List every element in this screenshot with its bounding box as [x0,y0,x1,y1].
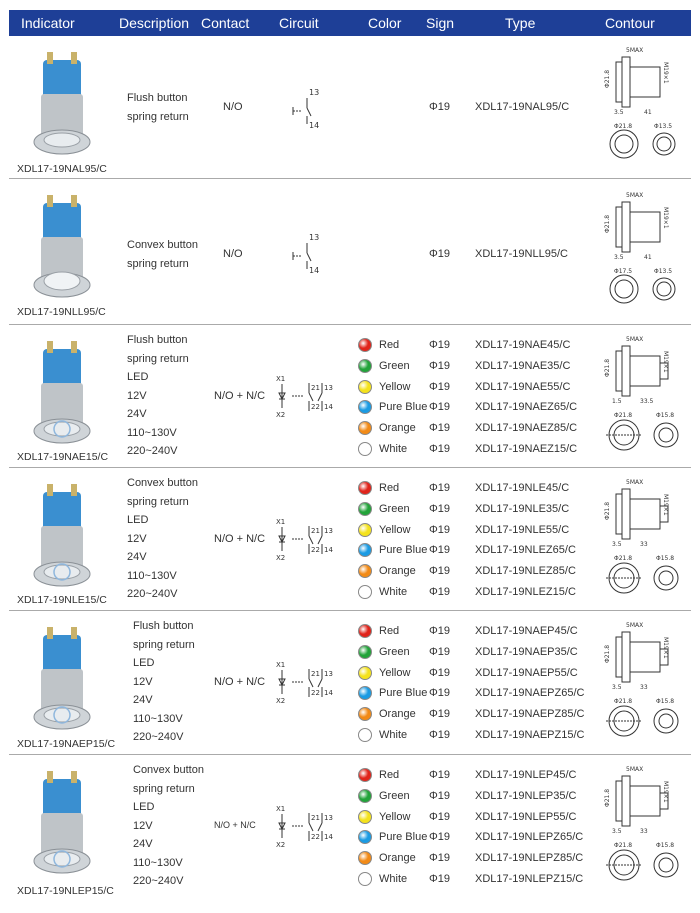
description-line: 24V [127,551,147,563]
dim-label: 5MAX [626,479,644,486]
type-value: XDL17-19NLEP35/C [475,789,577,802]
color-label: Green [379,645,410,658]
color-list [354,335,427,460]
color-label: Orange [379,708,416,721]
sign-value: Φ19 [429,625,451,637]
type-value: XDL17-19NLE35/C [475,502,570,515]
sign-value: Φ19 [429,248,451,260]
terminal-label: 14 [324,833,333,841]
sign-value: Φ19 [429,789,451,802]
dim-label: Φ21.8 [604,214,611,233]
description-line: Flush button [133,620,194,632]
description-line: spring return [127,257,189,270]
terminal-label: X1 [276,805,286,813]
led-color-dot-icon [358,830,372,844]
sign-value: Φ19 [429,645,451,658]
description-line: 24V [133,694,153,706]
color-label: White [379,442,408,455]
type-list [475,335,577,460]
terminal-label: 22 [311,833,320,841]
sign-value: Φ19 [429,831,451,844]
terminal-label: X1 [276,518,286,526]
description-line: spring return [133,638,195,651]
contour-drawing [594,617,689,747]
type-list [475,478,576,603]
color-label: Orange [379,852,416,865]
dim-label: 5MAX [626,336,644,343]
description-line: Convex button [133,764,204,776]
color-item [354,540,427,561]
terminal-label: 14 [309,121,320,130]
type-value: XDL17-19NLEP55/C [475,810,577,823]
dim-label: Φ21.8 [614,123,633,130]
led-color-dot-icon [358,872,372,886]
sign-value: Φ19 [429,687,451,700]
color-label: Red [379,625,400,637]
dim-label: Φ21.8 [604,788,611,807]
dim-label: Φ15.8 [656,412,675,419]
description-line: 12V [133,675,153,688]
description-line: 12V [127,532,147,545]
terminal-label: 21 [311,670,320,678]
header-indicator: Indicator [21,15,75,31]
model-caption: XDL17-19NAE15/C [17,451,109,463]
color-item [354,418,427,439]
color-item [354,478,427,499]
description-line: 220~240V [133,875,184,887]
terminal-label: 14 [309,266,320,275]
sign-value: Φ19 [429,359,451,372]
product-row [9,179,691,325]
description [127,89,189,126]
sign-value: Φ19 [429,101,451,113]
dim-label: Φ15.8 [656,555,675,562]
type-value: XDL17-19NAEPZ65/C [475,687,585,700]
led-color-dot-icon [358,810,372,824]
color-item [354,397,427,418]
terminal-label: 22 [311,546,320,554]
sign-list [429,478,450,603]
color-item [354,869,427,890]
color-list [354,765,427,890]
dim-label: Φ21.8 [604,358,611,377]
type-value: XDL17-19NAEP55/C [475,666,578,679]
description-line: 220~240V [127,445,178,457]
terminal-label: 21 [311,814,320,822]
led-color-dot-icon [358,481,372,495]
circuit-no-diagram [289,86,339,146]
product-row [9,611,691,755]
sign-value: Φ19 [429,852,451,865]
contact-type: N/O [223,101,243,113]
led-color-dot-icon [358,768,372,782]
led-color-dot-icon [358,564,372,578]
color-label: White [379,585,408,598]
dim-label: M19×1 [662,62,669,84]
description-line: LED [133,801,155,813]
dim-label: Φ21.8 [614,412,633,419]
dim-label: 41 [644,109,652,116]
dim-label: 3.5 [614,109,624,116]
dim-label: Φ21.8 [604,501,611,520]
dim-label: Φ15.8 [656,698,675,705]
dim-label: Φ21.8 [614,698,633,705]
sign-value: Φ19 [429,565,451,578]
description-line: LED [133,657,155,669]
color-label: Green [379,502,410,515]
led-color-dot-icon [358,400,372,414]
description-line: 24V [127,408,147,420]
model-caption: XDL17-19NLEP15/C [17,885,114,897]
contour-drawing [594,42,689,172]
color-label: Orange [379,422,416,435]
type-value: XDL17-19NLL95/C [475,248,568,260]
sign-value: Φ19 [429,422,451,435]
contact-type: N/O + N/C [214,533,266,545]
description-line: Convex button [127,239,198,251]
terminal-label: 14 [324,689,333,697]
header-contour: Contour [605,15,655,31]
led-color-dot-icon [358,359,372,373]
dim-label: Φ15.8 [656,842,675,849]
color-label: White [379,728,408,741]
led-color-dot-icon [358,789,372,803]
type-value: XDL17-19NAE45/C [475,339,571,351]
led-color-dot-icon [358,502,372,516]
dim-label: Φ21.8 [604,69,611,88]
led-color-dot-icon [358,686,372,700]
color-label: Yellow [379,523,411,536]
color-item [354,582,427,603]
header-description: Description [119,15,190,31]
dim-label: 41 [644,254,652,261]
dim-label: M19×1 [662,351,669,373]
description-line: spring return [127,110,189,123]
color-item [354,642,427,663]
dim-label: 5MAX [626,47,644,54]
dim-label: Φ21.8 [614,842,633,849]
header-type: Type [505,15,536,31]
terminal-label: X2 [276,841,286,849]
color-item [354,356,427,377]
push-button-photo [27,769,97,879]
push-button-photo [27,50,97,160]
terminal-label: X2 [276,554,286,562]
color-label: Red [379,769,400,781]
description-line: spring return [133,782,195,795]
color-item [354,807,427,828]
color-label: Yellow [379,810,411,823]
type-value: XDL17-19NAE35/C [475,359,571,372]
sign-value: Φ19 [429,872,451,885]
circuit-no-nc-diagram [274,659,359,719]
dim-label: Φ17.5 [614,268,633,275]
type-value: XDL17-19NLEPZ65/C [475,831,584,844]
terminal-label: 13 [324,814,333,822]
sign-value: Φ19 [429,585,451,598]
type-value: XDL17-19NAEPZ85/C [475,708,585,721]
type-value: XDL17-19NLE55/C [475,523,570,536]
contact-type: N/O + N/C [214,676,266,688]
type-value: XDL17-19NAE55/C [475,380,571,393]
description-line: Convex button [127,477,198,489]
sign-value: Φ19 [429,810,451,823]
description-line: 110~130V [133,712,183,725]
dim-label: Φ21.8 [614,555,633,562]
description [127,474,198,604]
description-line: LED [127,371,149,383]
type-value: XDL17-19NLEPZ85/C [475,852,584,865]
led-color-dot-icon [358,421,372,435]
table-header [9,10,691,36]
dim-label: M19×1 [662,781,669,803]
led-color-dot-icon [358,442,372,456]
push-button-photo [27,625,97,735]
color-item [354,377,427,398]
type-value: XDL17-19NLEP45/C [475,769,577,781]
terminal-label: 14 [324,403,333,411]
contour-drawing [594,187,689,317]
color-label: Orange [379,565,416,578]
product-row [9,755,691,902]
led-color-dot-icon [358,851,372,865]
description-line: spring return [127,352,189,365]
header-sign: Sign [426,15,455,31]
color-item [354,335,427,356]
description-line: 110~130V [127,569,177,582]
dim-label: 33 [640,684,648,691]
terminal-label: 22 [311,403,320,411]
circuit-no-nc-diagram [274,516,359,576]
description-line: 12V [127,389,147,402]
dim-label: 3.5 [614,254,624,261]
contour-drawing [594,331,689,461]
color-item [354,827,427,848]
color-item [354,725,427,746]
circuit-no-diagram [289,231,339,291]
terminal-label: X1 [276,375,286,383]
description-line: 220~240V [127,588,178,600]
type-list [475,765,583,890]
push-button-photo [27,193,97,303]
terminal-label: 22 [311,689,320,697]
color-label: Red [379,339,400,351]
product-row [9,325,691,468]
color-item [354,765,427,786]
sign-value: Φ19 [429,769,451,781]
sign-value: Φ19 [429,666,451,679]
terminal-label: 13 [309,88,320,97]
dim-label: Φ13.5 [654,123,673,130]
push-button-photo [27,339,97,449]
type-value: XDL17-19NLEZ65/C [475,544,576,557]
terminal-label: 14 [324,546,333,554]
push-button-photo [27,482,97,592]
sign-value: Φ19 [429,401,451,414]
color-item [354,499,427,520]
led-color-dot-icon [358,728,372,742]
description-line: 12V [133,819,153,832]
led-color-dot-icon [358,523,372,537]
description [127,236,198,273]
color-label: Yellow [379,380,411,393]
description-line: spring return [127,495,189,508]
sign-list [429,335,450,460]
model-caption: XDL17-19NLL95/C [17,306,106,318]
color-item [354,786,427,807]
dim-label: 5MAX [626,766,644,773]
terminal-label: 13 [324,384,333,392]
color-item [354,439,427,460]
model-caption: XDL17-19NAEP15/C [17,738,116,750]
terminal-label: X2 [276,411,286,419]
led-color-dot-icon [358,585,372,599]
sign-value: Φ19 [429,523,451,536]
color-item [354,520,427,541]
description-line: Flush button [127,92,188,104]
color-label: Green [379,789,410,802]
color-label: White [379,872,408,885]
description-line: 220~240V [133,731,184,743]
model-caption: XDL17-19NAL95/C [17,163,107,175]
product-row [9,468,691,611]
dim-label: 3.5 [612,684,622,691]
sign-value: Φ19 [429,482,451,494]
type-value: XDL17-19NAEZ85/C [475,422,578,435]
color-label: Pure Blue [379,687,428,700]
dim-label: M19×1 [662,637,669,659]
contact-type: N/O [223,248,243,260]
sign-value: Φ19 [429,380,451,393]
type-list [475,621,584,746]
type-value: XDL17-19NLEZ85/C [475,565,576,578]
terminal-label: X2 [276,697,286,705]
contact-type: N/O + N/C [214,820,256,830]
type-value: XDL17-19NAEZ15/C [475,442,578,455]
led-color-dot-icon [358,380,372,394]
dim-label: M19×1 [662,494,669,516]
contour-drawing [594,761,689,891]
type-value: XDL17-19NAEP45/C [475,625,578,637]
model-caption: XDL17-19NLE15/C [17,594,107,606]
type-value: XDL17-19NAL95/C [475,101,570,113]
contact-type: N/O + N/C [214,390,266,402]
sign-value: Φ19 [429,502,451,515]
description [133,617,195,747]
color-label: Green [379,359,410,372]
dim-label: 33.5 [640,398,654,405]
sign-value: Φ19 [429,708,451,721]
type-value: XDL17-19NLE45/C [475,482,570,494]
type-value: XDL17-19NAEZ65/C [475,401,578,414]
color-list [354,478,427,603]
product-row [9,36,691,179]
led-color-dot-icon [358,624,372,638]
color-item [354,663,427,684]
terminal-label: X1 [276,661,286,669]
dim-label: Φ21.8 [604,644,611,663]
led-color-dot-icon [358,543,372,557]
header-contact: Contact [201,15,250,31]
terminal-label: 21 [311,384,320,392]
terminal-label: 13 [324,670,333,678]
dim-label: 5MAX [626,192,644,199]
description-line: 24V [133,838,153,850]
sign-value: Φ19 [429,728,451,741]
sign-list [429,621,450,746]
color-item [354,848,427,869]
color-item [354,561,427,582]
color-item [354,683,427,704]
terminal-label: 21 [311,527,320,535]
color-item [354,704,427,725]
sign-value: Φ19 [429,339,451,351]
color-list [354,621,427,746]
dim-label: 3.5 [612,541,622,548]
description [133,761,204,891]
description-line: 110~130V [127,426,177,439]
description-line: 110~130V [133,856,183,869]
terminal-label: 13 [309,233,320,242]
circuit-no-nc-diagram [274,803,359,863]
description-line: Flush button [127,334,188,346]
color-label: Pure Blue [379,401,428,414]
sign-value: Φ19 [429,544,451,557]
dim-label: 33 [640,541,648,548]
dim-label: 33 [640,828,648,835]
dim-label: 1.5 [612,398,622,405]
circuit-no-nc-diagram [274,373,359,433]
header-circuit: Circuit [279,15,319,31]
description-line: LED [127,514,149,526]
color-item [354,621,427,642]
description [127,331,189,461]
dim-label: 5MAX [626,622,644,629]
led-color-dot-icon [358,645,372,659]
type-value: XDL17-19NLEPZ15/C [475,872,584,885]
color-label: Red [379,482,400,494]
color-label: Pure Blue [379,544,428,557]
led-color-dot-icon [358,707,372,721]
dim-label: M19×1 [662,207,669,229]
type-value: XDL17-19NAEP35/C [475,645,578,658]
sign-list [429,765,450,890]
dim-label: Φ13.5 [654,268,673,275]
color-label: Yellow [379,666,411,679]
led-color-dot-icon [358,338,372,352]
terminal-label: 13 [324,527,333,535]
color-label: Pure Blue [379,831,428,844]
dim-label: 3.5 [612,828,622,835]
led-color-dot-icon [358,666,372,680]
sign-value: Φ19 [429,442,451,455]
type-value: XDL17-19NAEPZ15/C [475,728,585,741]
type-value: XDL17-19NLEZ15/C [475,585,576,598]
header-color: Color [368,15,402,31]
contour-drawing [594,474,689,604]
